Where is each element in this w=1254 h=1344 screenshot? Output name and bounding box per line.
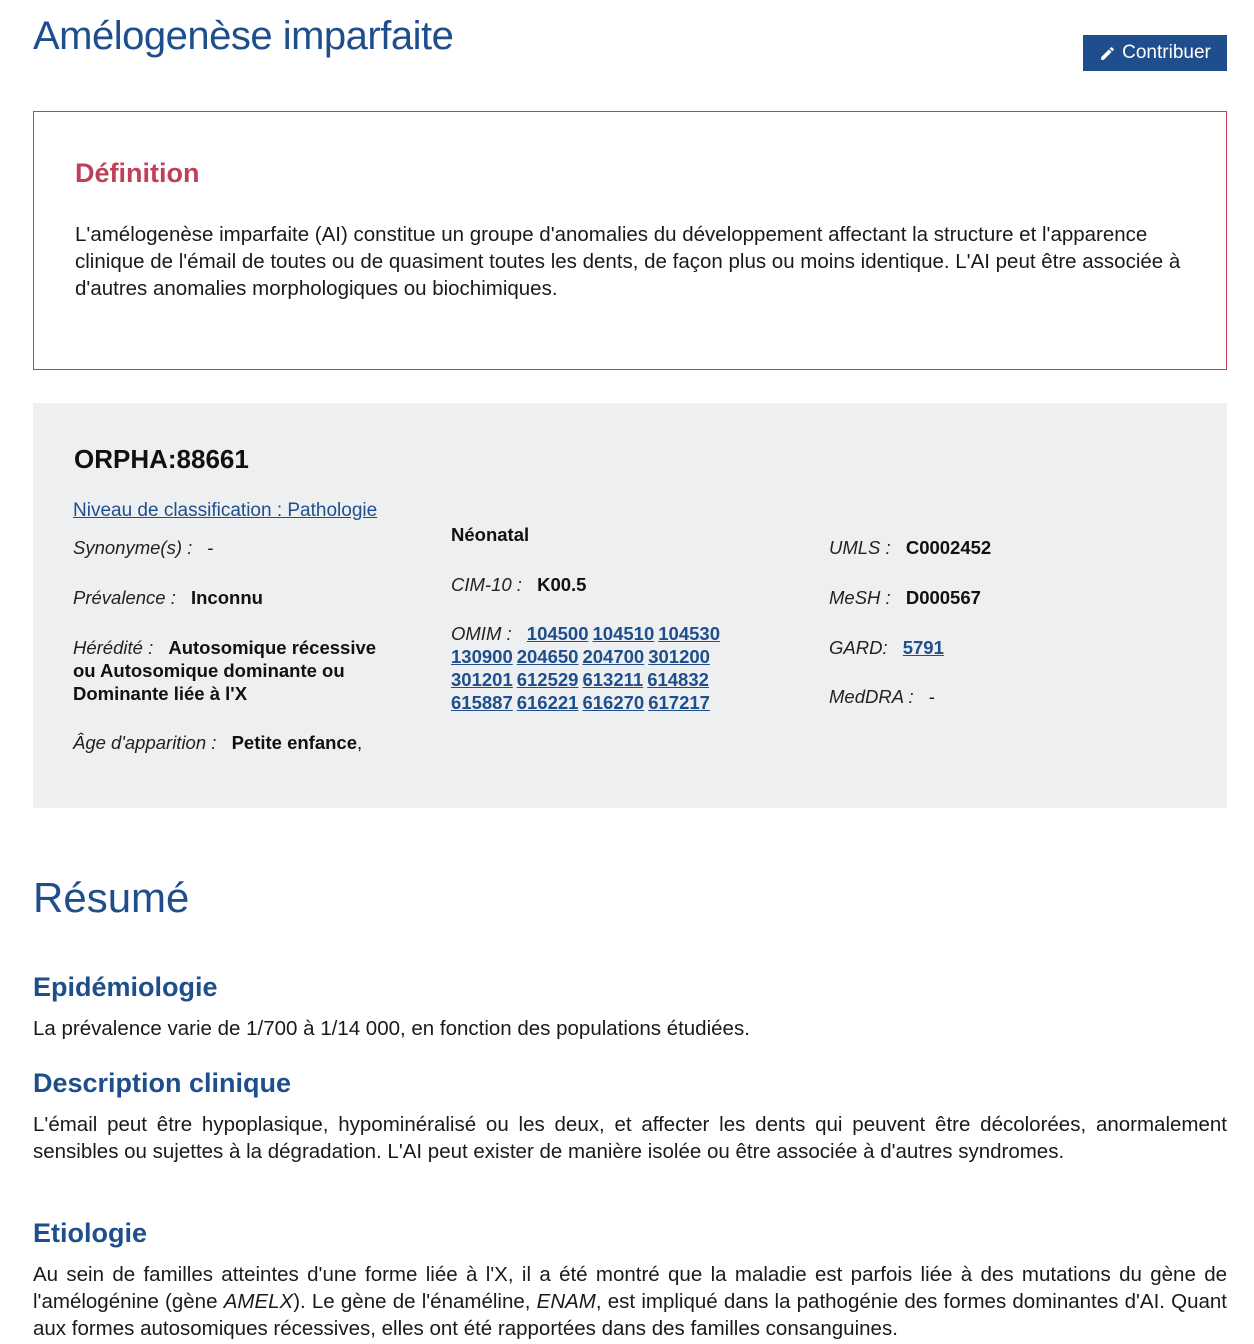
etiology-title: Etiologie (33, 1218, 147, 1248)
gene-enam: ENAM (536, 1290, 596, 1313)
page-title: Amélogenèse imparfaite (33, 14, 454, 58)
epidemiology-text: La prévalence varie de 1/700 à 1/14 000, en fonction des populations étudiées. (33, 1017, 750, 1040)
info-box (33, 403, 1227, 808)
onset-suffix: , (357, 732, 363, 753)
prevalence-value: Inconnu (190, 587, 263, 608)
omim-link[interactable]: 613211 (582, 669, 644, 690)
onset-extra: Néonatal (451, 524, 530, 545)
etiology-text: Au sein de familles atteintes d'une forme liée à l'X, il a été montré que la maladie est parfois liée à des mutations du gène de l'amélogénine (gène AMELX). Le gène de l'énaméline, ENAM, est impliqué dans la pathogénie des formes dominantes d'AI. Quant aux formes autosomiques récessives, elles ont été rapportées dans des familles consanguines. (33, 1263, 1228, 1340)
gene-amelx: AMELX (223, 1290, 294, 1313)
contribute-label: Contribuer (1122, 42, 1211, 63)
omim-link[interactable]: 104500 (526, 623, 589, 644)
cim10-label: CIM-10 : (451, 574, 522, 595)
heredity-value: Autosomique récessive ou Autosomique dominante ou Dominante liée à l'X (73, 637, 377, 704)
gard-label: GARD: (829, 637, 888, 658)
heredity-field (73, 636, 393, 705)
umls-label: UMLS : (829, 537, 891, 558)
summary-title: Résumé (33, 874, 190, 921)
omim-link[interactable]: 616221 (516, 692, 579, 713)
omim-link[interactable]: 614832 (647, 669, 709, 690)
synonyms-value: - (207, 537, 214, 558)
umls-value: C0002452 (905, 537, 992, 558)
meddra-label: MedDRA : (829, 686, 914, 707)
gard-link[interactable]: 5791 (902, 637, 944, 658)
definition-title: Définition (75, 158, 200, 188)
omim-label: OMIM : (451, 623, 512, 644)
omim-field (451, 622, 781, 714)
meddra-field (829, 685, 935, 708)
clinical-text: L'émail peut être hypoplasique, hypominéralisé ou les deux, et affecter les dents qui peuvent être décolorées, anormalement sensibles ou sujettes à la dégradation. L'AI peut exister de manière isolée ou être associée à d'autres syndromes. (33, 1113, 1227, 1163)
omim-link[interactable]: 617217 (648, 692, 710, 713)
omim-link[interactable]: 204650 (516, 646, 579, 667)
prevalence-label: Prévalence : (73, 587, 176, 608)
onset-field (73, 731, 362, 754)
mesh-label: MeSH : (829, 587, 891, 608)
epidemiology-title: Epidémiologie (33, 972, 218, 1002)
contribute-button[interactable] (1083, 35, 1227, 71)
definition-box (33, 111, 1227, 370)
cim10-field (451, 573, 586, 596)
classification-link[interactable]: Niveau de classification : Pathologie (73, 500, 378, 521)
omim-link[interactable]: 301201 (451, 669, 513, 690)
omim-link[interactable]: 104510 (592, 623, 655, 644)
orpha-code: ORPHA:88661 (74, 444, 249, 474)
definition-text: L'amélogenèse imparfaite (AI) constitue un groupe d'anomalies du développement affectant la structure et l'apparence clinique de l'émail de toutes ou de quasiment toutes les dents, de façon plus ou moins identique. L'AI peut être associée à d'autres anomalies morphologiques ou biochimiques. (75, 223, 1181, 300)
synonyms-field (73, 536, 214, 559)
omim-link[interactable]: 301200 (648, 646, 710, 667)
omim-link[interactable]: 612529 (516, 669, 579, 690)
onset-label: Âge d'apparition : (73, 732, 217, 753)
mesh-field (829, 586, 981, 609)
omim-link[interactable]: 204700 (582, 646, 645, 667)
synonyms-label: Synonyme(s) : (73, 537, 193, 558)
omim-link[interactable]: 615887 (451, 692, 513, 713)
onset-value: Petite enfance (231, 732, 357, 753)
omim-link[interactable]: 130900 (451, 646, 513, 667)
meddra-value: - (928, 686, 935, 707)
omim-link[interactable]: 104530 (658, 623, 720, 644)
umls-field (829, 536, 991, 559)
prevalence-field (73, 586, 263, 609)
omim-link[interactable]: 616270 (582, 692, 645, 713)
gard-field (829, 636, 948, 659)
heredity-label: Hérédité : (73, 637, 154, 658)
clinical-title: Description clinique (33, 1068, 292, 1098)
mesh-value: D000567 (905, 587, 981, 608)
cim10-value: K00.5 (537, 574, 587, 595)
pencil-icon (1099, 45, 1116, 62)
